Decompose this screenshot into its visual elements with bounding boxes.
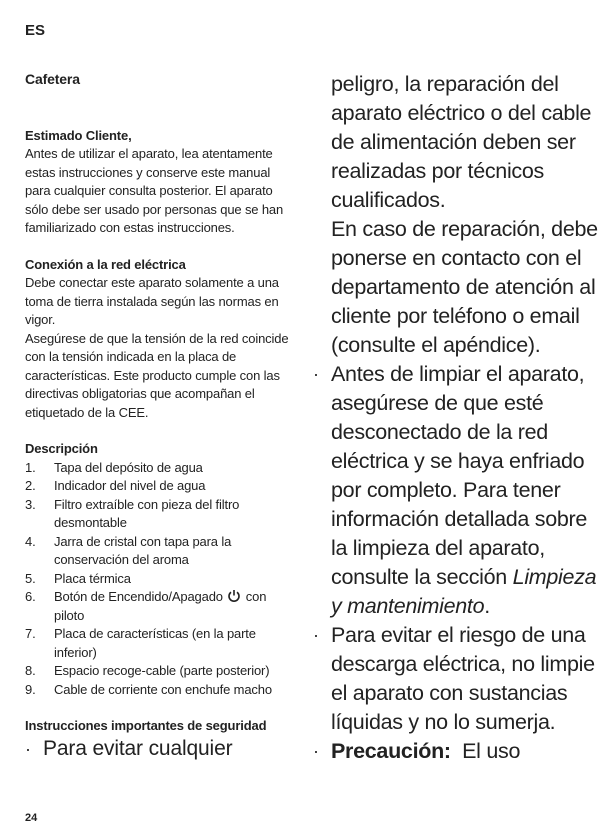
- right-column: [313, 70, 603, 766]
- greeting-heading: Estimado Cliente,: [25, 127, 132, 143]
- safety-heading: Instrucciones importantes de seguridad: [25, 718, 267, 733]
- connection-heading: Conexión a la red eléctrica: [25, 256, 186, 272]
- continuation-text: peligro, la reparación del aparato eléctrico o del cable de alimentación deben ser realizadas por técnicos cualificados.: [331, 72, 592, 212]
- list-item: 1. Tapa del depósito de agua: [25, 459, 203, 475]
- safety-bullet-start: · Para evitar cualquier: [25, 736, 233, 760]
- description-heading: Descripción: [25, 441, 98, 456]
- list-item: 2. Indicador del nivel de agua: [25, 478, 206, 493]
- list-item: 8. Espacio recoge-cable (parte posterior): [25, 663, 270, 678]
- page-title: Cafetera: [25, 71, 80, 87]
- safety-bullet-shock: · Para evitar el riesgo de una descarga eléctrica, no limpie el aparato con sustancias líquidas y no lo sumerja.: [313, 623, 595, 734]
- parts-list: [25, 459, 297, 700]
- safety-bullet-caution: · Precaución: El uso: [313, 737, 603, 766]
- connection-paragraph-1: Debe conectar este aparato solamente a una toma de tierra instalada según las normas en vigor.: [25, 275, 279, 327]
- bullet-icon: ·: [25, 738, 31, 759]
- bullet-icon: ·: [313, 625, 319, 645]
- caution-label: Precaución:: [331, 739, 451, 763]
- left-column: [25, 70, 297, 762]
- bullet-icon: ·: [313, 364, 319, 384]
- bullet-icon: ·: [313, 741, 319, 761]
- power-icon: [227, 589, 241, 603]
- language-code: ES: [25, 22, 46, 39]
- greeting-body: Antes de utilizar el aparato, lea atentamente estas instrucciones y conserve este manual para cualquier consulta posterior. El aparato sólo debe ser usado por personas que se han familiarizado con estas instrucciones.: [25, 146, 284, 235]
- section-reference: Limpieza y mantenimiento: [331, 565, 597, 618]
- safety-bullet-cleaning: · Antes de limpiar el aparato, asegúrese de que esté desconectado de la red eléctrica y se haya enfriado por completo. Para tener información detallada sobre la limpieza del aparato, consulte la sección Limpieza y mantenimiento.: [313, 362, 597, 618]
- list-item: 7. Placa de características (en la parte inferior): [25, 626, 256, 660]
- list-item: 3. Filtro extraíble con pieza del filtro desmontable: [25, 496, 240, 530]
- connection-paragraph-2: Asegúrese de que la tensión de la red coincide con la tensión indicada en la placa de características. Este producto cumple con las directivas obligatorias que acompañan el etiquetado de la CEE.: [25, 330, 289, 420]
- list-item: 5. Placa térmica: [25, 570, 131, 586]
- list-item: 9. Cable de corriente con enchufe macho: [25, 681, 272, 697]
- list-item: 4. Jarra de cristal con tapa para la conservación del aroma: [25, 533, 232, 567]
- page-number: 24: [25, 812, 38, 824]
- repair-contact-text: En caso de reparación, debe ponerse en contacto con el departamento de atención al cliente por teléfono o email (consulte el apéndice).: [331, 217, 598, 357]
- list-item: 6. Botón de Encendido/Apagado con piloto: [25, 589, 267, 623]
